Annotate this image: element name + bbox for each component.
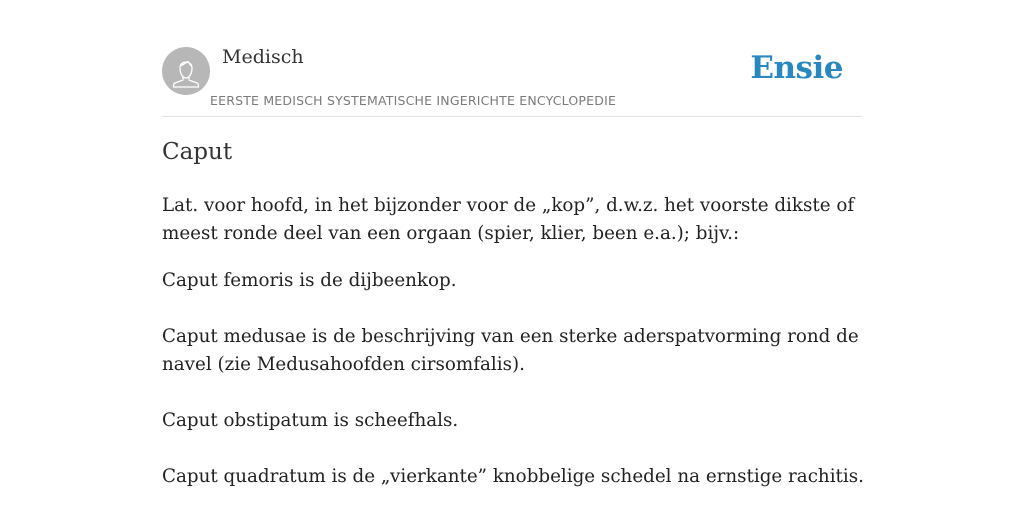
article-header bbox=[162, 0, 862, 117]
source-name-link[interactable]: Medisch bbox=[222, 46, 304, 68]
definition-entry: Caput femoris is de dijbeenkop. bbox=[162, 270, 457, 291]
definition-entry: Caput obstipatum is scheefhals. bbox=[162, 410, 459, 431]
ensie-logo[interactable]: Ensie bbox=[750, 50, 843, 86]
user-icon bbox=[162, 47, 210, 95]
article-title: Caput bbox=[162, 139, 233, 165]
article-container bbox=[162, 0, 864, 487]
definition-entry: Caput quadratum is de „vierkante” knobbelige schedel na ernstige rachitis. bbox=[162, 466, 864, 487]
article-intro: Lat. voor hoofd, in het bijzonder voor de „kop”, d.w.z. het voorste dikste of meest ronde deel van een orgaan (spier, klier, been e.a.); bijv.: bbox=[162, 195, 855, 244]
source-subtitle: EERSTE MEDISCH SYSTEMATISCHE INGERICHTE ENCYCLOPEDIE bbox=[210, 93, 617, 108]
definition-entry: Caput medusae is de beschrijving van een sterke aderspatvorming rond de navel (zie Medusahoofden cirsomfalis). bbox=[162, 326, 859, 375]
article-body bbox=[162, 192, 867, 519]
source-avatar[interactable] bbox=[162, 47, 210, 95]
